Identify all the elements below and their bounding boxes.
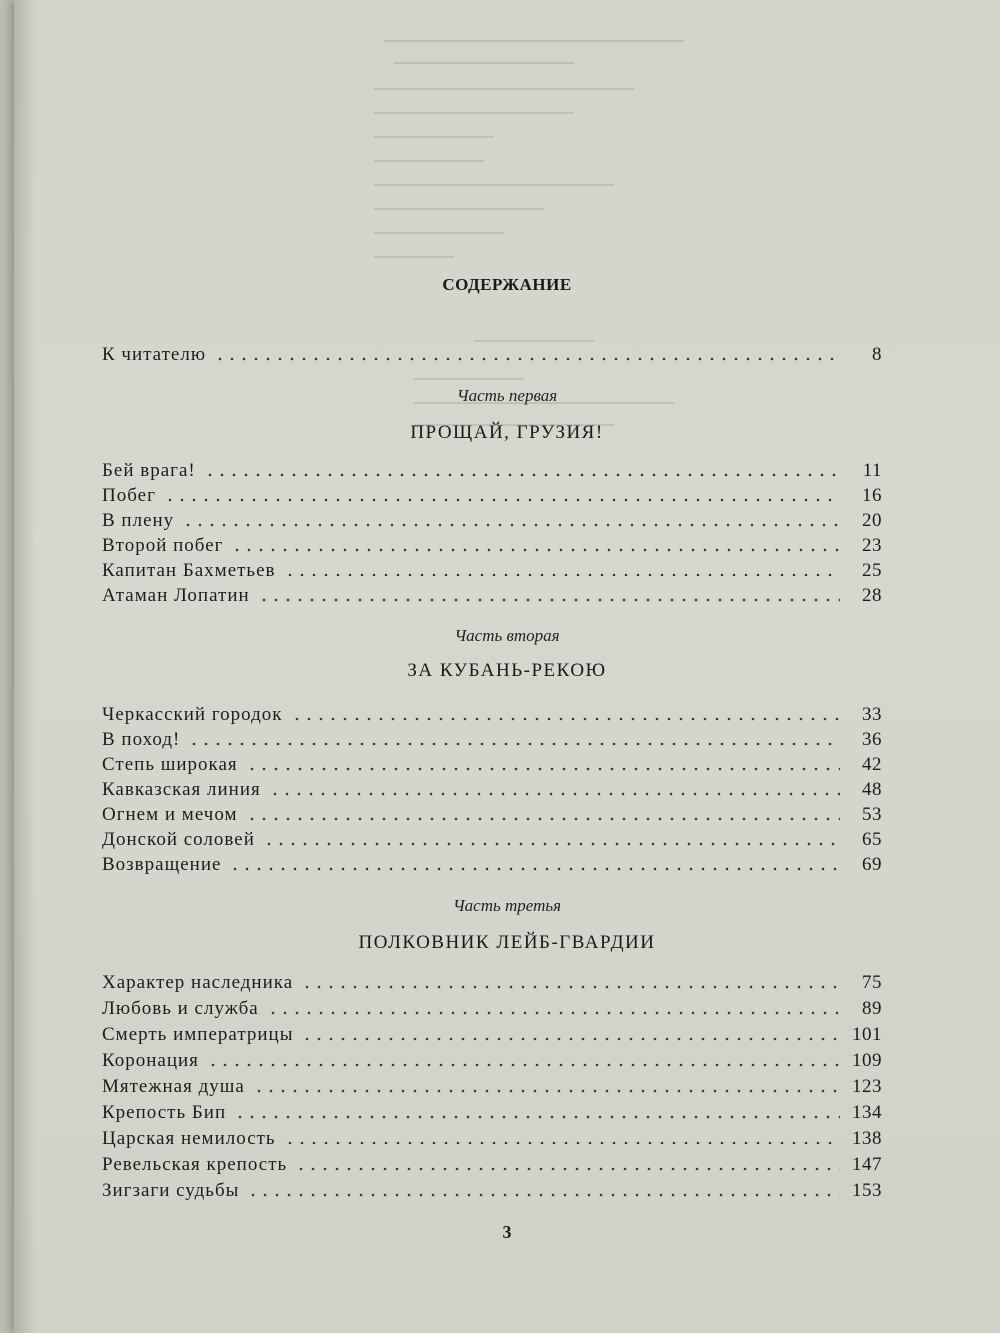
toc-entry-label: Любовь и служба: [102, 998, 259, 1019]
dot-leader: [229, 866, 840, 872]
toc-entry-page: 16: [862, 485, 882, 506]
toc-entry-label: Донской соловей: [102, 829, 255, 850]
toc-entry-page: 8: [872, 344, 882, 365]
toc-entry-label: Мятежная душа: [102, 1076, 245, 1097]
toc-entry-page: 65: [862, 829, 882, 850]
toc-entry-page: 109: [852, 1050, 882, 1071]
dot-leader: [291, 716, 840, 722]
part-2-title: ЗА КУБАНЬ-РЕКОЮ: [407, 660, 607, 681]
toc-entry-page: 138: [852, 1128, 882, 1149]
part-3-label: Часть третья: [452, 896, 562, 915]
toc-entry[interactable]: [102, 583, 882, 607]
toc-entry[interactable]: [102, 558, 882, 582]
toc-entry-label: Бей врага!: [102, 460, 196, 481]
toc-entry-label: Царская немилость: [102, 1128, 276, 1149]
toc-entry[interactable]: [102, 802, 882, 826]
toc-entry[interactable]: [102, 1178, 882, 1202]
part-1-label: Часть первая: [456, 386, 558, 405]
dot-leader: [284, 1140, 840, 1146]
toc-entry[interactable]: [102, 1074, 882, 1098]
toc-entry-label: Кавказская линия: [102, 779, 261, 800]
toc-entry-page: 23: [862, 535, 882, 556]
toc-entry-label: В плену: [102, 510, 175, 531]
page-number: 3: [502, 1222, 512, 1242]
toc-entry-page: 147: [852, 1154, 882, 1175]
book-page: [14, 0, 1000, 1333]
toc-entry-page: 69: [862, 854, 882, 875]
dot-leader: [267, 1010, 840, 1016]
toc-entry-label: Ревельская крепость: [102, 1154, 288, 1175]
dot-leader: [284, 572, 841, 578]
toc-entry[interactable]: [102, 777, 882, 801]
toc-entry-label: Характер наследника: [102, 972, 294, 993]
toc-entry[interactable]: [102, 752, 882, 776]
toc-entry[interactable]: [102, 996, 882, 1020]
dot-leader: [164, 497, 840, 503]
toc-entry-page: 42: [862, 754, 882, 775]
toc-entry-label: Возвращение: [102, 854, 222, 875]
toc-entry-page: 28: [862, 585, 882, 606]
part-2-label: Часть вторая: [454, 626, 560, 645]
toc-entry-label: Степь широкая: [102, 754, 238, 775]
dot-leader: [247, 1192, 840, 1198]
toc-entry[interactable]: [102, 1048, 882, 1072]
dot-leader: [301, 984, 840, 990]
toc-entry[interactable]: [102, 1126, 882, 1150]
toc-entry[interactable]: [102, 727, 882, 751]
toc-entry-label: Атаман Лопатин: [102, 585, 250, 606]
dot-leader: [253, 1088, 840, 1094]
toc-entry-page: 134: [852, 1102, 882, 1123]
toc-entry-label: В поход!: [102, 729, 181, 750]
toc-entry[interactable]: [102, 852, 882, 876]
part-3-title: ПОЛКОВНИК ЛЕЙБ-ГВАРДИИ: [358, 932, 656, 953]
toc-entry[interactable]: [102, 458, 882, 482]
toc-entry-page: 48: [862, 779, 882, 800]
dot-leader: [258, 597, 840, 603]
toc-title: СОДЕРЖАНИЕ: [442, 275, 572, 294]
toc-entry-page: 33: [862, 704, 882, 725]
toc-entry-page: 53: [862, 804, 882, 825]
toc-entry-label: Смерть императрицы: [102, 1024, 294, 1045]
toc-entry-label: Коронация: [102, 1050, 199, 1071]
dot-leader: [295, 1166, 840, 1172]
toc-entry[interactable]: [102, 1152, 882, 1176]
toc-entry[interactable]: [102, 1022, 882, 1046]
toc-entry-label: Черкасский городок: [102, 704, 283, 725]
toc-entry-intro[interactable]: [102, 342, 882, 366]
toc-entry-page: 89: [862, 998, 882, 1019]
toc-entry[interactable]: [102, 827, 882, 851]
toc-entry-page: 153: [852, 1180, 882, 1201]
dot-leader: [207, 1062, 840, 1068]
dot-leader: [234, 1114, 840, 1120]
dot-leader: [246, 766, 840, 772]
toc-entry[interactable]: [102, 533, 882, 557]
part-1-title: ПРОЩАЙ, ГРУЗИЯ!: [410, 422, 604, 443]
dot-leader: [301, 1036, 840, 1042]
dot-leader: [263, 841, 840, 847]
dot-leader: [269, 791, 840, 797]
toc-entry-label: К читателю: [102, 344, 207, 365]
dot-leader: [246, 816, 840, 822]
toc-entry-page: 75: [862, 972, 882, 993]
toc-entry-label: Зигзаги судьбы: [102, 1180, 240, 1201]
toc-entry-label: Побег: [102, 485, 156, 506]
dot-leader: [231, 547, 840, 553]
bleed-through-text: [314, 0, 914, 440]
toc-entry[interactable]: [102, 970, 882, 994]
dot-leader: [182, 522, 840, 528]
toc-entry-page: 101: [852, 1024, 882, 1045]
dot-leader: [204, 472, 840, 478]
toc-entry-page: 123: [852, 1076, 882, 1097]
toc-entry-label: Огнем и мечом: [102, 804, 238, 825]
toc-entry-label: Второй побег: [102, 535, 224, 556]
toc-entry-label: Капитан Бахметьев: [102, 560, 276, 581]
toc-entry[interactable]: [102, 1100, 882, 1124]
dot-leader: [214, 356, 840, 362]
toc-entry[interactable]: [102, 508, 882, 532]
toc-entry-page: 36: [862, 729, 882, 750]
toc-entry-label: Крепость Бип: [102, 1102, 227, 1123]
toc-entry-page: 20: [862, 510, 882, 531]
toc-entry-page: 25: [862, 560, 882, 581]
toc-entry[interactable]: [102, 483, 882, 507]
toc-entry[interactable]: [102, 702, 882, 726]
toc-entry-page: 11: [862, 460, 882, 481]
dot-leader: [188, 741, 840, 747]
